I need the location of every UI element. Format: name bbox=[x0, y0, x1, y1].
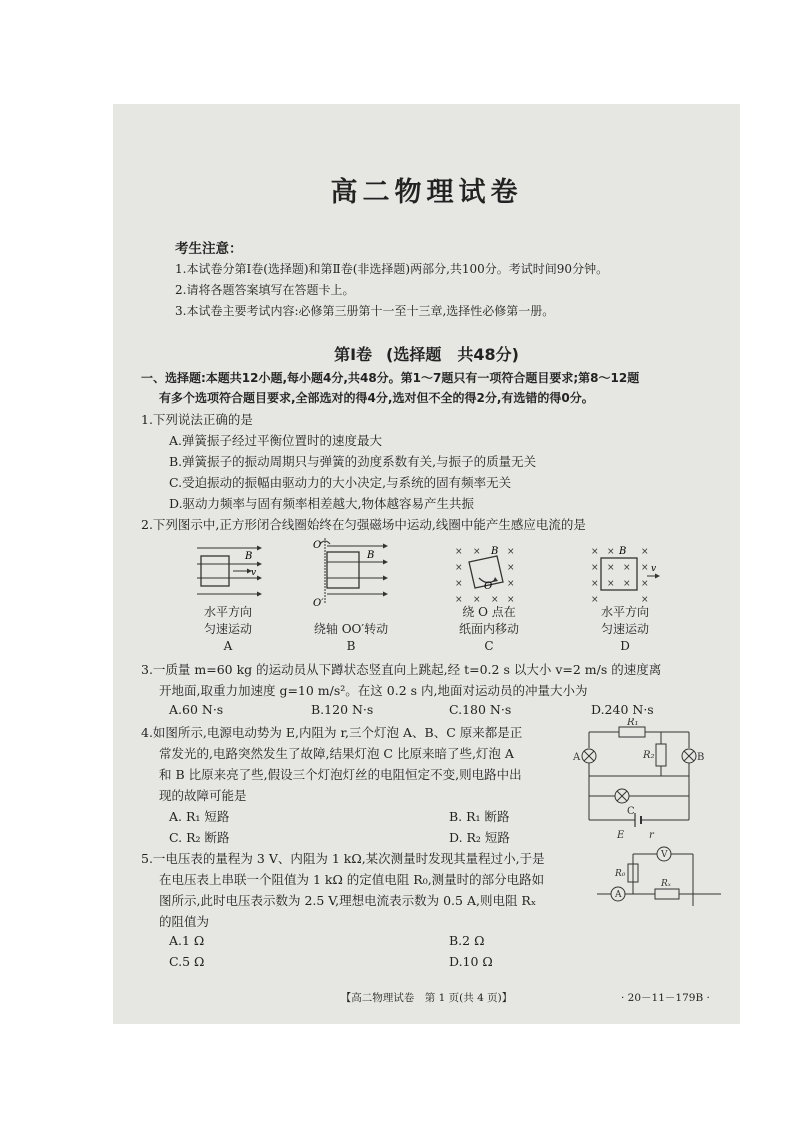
q1-option-d: D.驱动力频率与固有频率相差越大,物体越容易产生共振 bbox=[169, 496, 475, 511]
q4-option-c: C. R₂ 断路 bbox=[169, 830, 230, 845]
svg-text:×: × bbox=[591, 547, 599, 557]
q5-ammeter-label: A bbox=[615, 890, 622, 900]
q4-stem-line-2: 常发光的,电路突然发生了故障,结果灯泡 C 比原来暗了些,灯泡 A bbox=[159, 746, 514, 761]
svg-text:×: × bbox=[591, 563, 599, 573]
q2b-b-label: B bbox=[367, 550, 375, 561]
q4-option-a: A. R₁ 短路 bbox=[169, 809, 230, 824]
q2-caption-b: 绕轴 OO′转动 bbox=[313, 622, 389, 636]
q4-r2-label: R₂ bbox=[643, 750, 655, 761]
svg-text:×: × bbox=[591, 595, 599, 604]
q5-circuit-diagram bbox=[597, 842, 723, 910]
notice-item-1: 1.本试卷分第Ⅰ卷(选择题)和第Ⅱ卷(非选择题)两部分,共100分。考试时间90分钟。 bbox=[175, 262, 609, 276]
q2-letter-a: A bbox=[223, 639, 233, 653]
q2-stem: 2.下列图示中,正方形闭合线圈始终在匀强磁场中运动,线圈中能产生感应电流的是 bbox=[141, 517, 586, 532]
q4-r-label: r bbox=[649, 830, 654, 841]
svg-text:×: × bbox=[507, 579, 515, 589]
q3-stem-line-1: 3.一质量 m=60 kg 的运动员从下蹲状态竖直向上跳起,经 t=0.2 s 以大小 v=2 m/s 的速度离 bbox=[141, 662, 662, 677]
notice-heading: 考生注意： bbox=[175, 241, 243, 257]
q3-option-b: B.120 N·s bbox=[311, 702, 374, 717]
svg-text:×: × bbox=[507, 595, 515, 604]
svg-text:×: × bbox=[641, 547, 649, 557]
q4-r1-label: R₁ bbox=[627, 718, 639, 728]
q1-option-c: C.受迫振动的振幅由驱动力的大小决定,与系统的固有频率无关 bbox=[169, 475, 512, 490]
q4-lamp-b-label: B bbox=[697, 752, 705, 763]
q5-option-d: D.10 Ω bbox=[449, 954, 493, 969]
svg-text:×: × bbox=[623, 563, 631, 573]
q2a-v-label: v bbox=[251, 568, 257, 578]
q2c-field-crosses bbox=[455, 547, 515, 604]
svg-text:×: × bbox=[641, 579, 649, 589]
q2-caption-d: 水平方向 匀速运动 bbox=[600, 605, 649, 636]
q3-stem-line-2: 开地面,取重力加速度 g=10 m/s²。在这 0.2 s 内,地面对运动员的冲量大小为 bbox=[159, 683, 588, 698]
q4-lamp-c-label: C bbox=[627, 806, 635, 817]
q5-option-b: B.2 Ω bbox=[449, 933, 485, 948]
q4-stem-line-4: 现的故障可能是 bbox=[159, 788, 247, 803]
svg-text:×: × bbox=[641, 563, 649, 573]
q4-stem-line-3: 和 B 比原来亮了些,假设三个灯泡灯丝的电阻恒定不变,则电路中出 bbox=[159, 767, 522, 782]
svg-text:×: × bbox=[607, 579, 615, 589]
section-subtitle: (选择题 共48分) bbox=[386, 345, 519, 364]
q5-stem-line-3: 图所示,此时电压表示数为 2.5 V,理想电流表示数为 0.5 A,则电阻 Rₓ bbox=[159, 893, 537, 908]
svg-text:×: × bbox=[473, 595, 481, 604]
q5-stem-line-4: 的阻值为 bbox=[159, 914, 210, 929]
svg-text:×: × bbox=[607, 547, 615, 557]
q1-option-a: A.弹簧振子经过平衡位置时的速度最大 bbox=[169, 433, 383, 448]
q5-r0-label: R₀ bbox=[615, 869, 626, 879]
q2d-b-label: B bbox=[619, 546, 627, 557]
q5-stem-line-2: 在电压表上串联一个阻值为 1 kΩ 的定值电阻 R₀,测量时的部分电路如 bbox=[159, 872, 545, 887]
q4-stem-line-1: 4.如图所示,电源电动势为 E,内阻为 r,三个灯泡 A、B、C 原来都是正 bbox=[141, 725, 523, 740]
q2a-b-label: B bbox=[245, 551, 253, 562]
q2-letter-b: B bbox=[346, 639, 356, 653]
q4-option-d: D. R₂ 短路 bbox=[449, 830, 510, 845]
q4-emf-label: E bbox=[617, 830, 625, 841]
notice-item-3: 3.本试卷主要考试内容:必修第三册第十一至十三章,选择性必修第一册。 bbox=[175, 304, 555, 318]
q3-option-c: C.180 N·s bbox=[449, 702, 512, 717]
q3-option-a: A.60 N·s bbox=[169, 702, 224, 717]
paper-code: · 20－11－179B · bbox=[621, 992, 710, 1004]
section-title: 第Ⅰ卷 bbox=[334, 345, 373, 364]
q2-diagram-c bbox=[453, 542, 525, 604]
q2-diagram-d bbox=[589, 542, 661, 604]
section-instructions-line-1: 一、选择题:本题共12小题,每小题4分,共48分。第1～7题只有一项符合题目要求;第8～12题 bbox=[141, 371, 640, 385]
q5-rx-label: Rₓ bbox=[661, 879, 671, 889]
svg-text:×: × bbox=[591, 579, 599, 589]
q3-option-d: D.240 N·s bbox=[591, 702, 654, 717]
q1-stem: 1.下列说法正确的是 bbox=[141, 412, 253, 427]
svg-text:×: × bbox=[641, 595, 649, 604]
svg-text:×: × bbox=[455, 547, 463, 557]
q2c-o-label: O bbox=[484, 581, 493, 592]
exam-paper bbox=[113, 104, 740, 1024]
svg-text:×: × bbox=[455, 579, 463, 589]
q5-option-a: A.1 Ω bbox=[169, 933, 205, 948]
svg-text:×: × bbox=[455, 563, 463, 573]
q4-circuit-diagram bbox=[569, 718, 705, 842]
notice-item-2: 2.请将各题答案填写在答题卡上。 bbox=[175, 283, 355, 297]
q2b-o-label: O bbox=[313, 540, 322, 551]
q5-option-c: C.5 Ω bbox=[169, 954, 205, 969]
q2-diagram-a bbox=[193, 542, 263, 604]
svg-text:×: × bbox=[507, 547, 515, 557]
q2-diagram-b bbox=[311, 536, 389, 608]
q1-option-b: B.弹簧振子的振动周期只与弹簧的劲度系数有关,与振子的质量无关 bbox=[169, 454, 537, 469]
q2-letter-c: C bbox=[484, 639, 494, 653]
page-footer: 【高二物理试卷 第 1 页(共 4 页)】 bbox=[340, 992, 513, 1004]
q4-lamp-a-label: A bbox=[573, 752, 581, 763]
svg-text:×: × bbox=[623, 579, 631, 589]
q2-letter-d: D bbox=[620, 639, 630, 653]
q2b-o2-label: O′ bbox=[313, 598, 324, 608]
q2d-v-label: v bbox=[651, 564, 657, 574]
svg-text:×: × bbox=[491, 595, 499, 604]
section-heading bbox=[113, 342, 740, 365]
q5-stem-line-1: 5.一电压表的量程为 3 V、内阻为 1 kΩ,某次测量时发现其量程过小,于是 bbox=[141, 851, 545, 866]
svg-text:×: × bbox=[607, 563, 615, 573]
q5-voltmeter-label: V bbox=[661, 850, 668, 860]
svg-text:×: × bbox=[473, 547, 481, 557]
q2c-b-label: B bbox=[491, 546, 499, 557]
paper-title: 高二物理试卷 bbox=[330, 177, 523, 208]
q4-option-b: B. R₁ 断路 bbox=[449, 809, 510, 824]
q2-caption-a: 水平方向 匀速运动 bbox=[203, 605, 252, 636]
section-instructions-line-2: 有多个选项符合题目要求,全部选对的得4分,选对但不全的得2分,有选错的得0分。 bbox=[159, 391, 594, 405]
svg-text:×: × bbox=[455, 595, 463, 604]
svg-text:×: × bbox=[507, 563, 515, 573]
q2-caption-c: 绕 O 点在 纸面内移动 bbox=[458, 605, 519, 636]
